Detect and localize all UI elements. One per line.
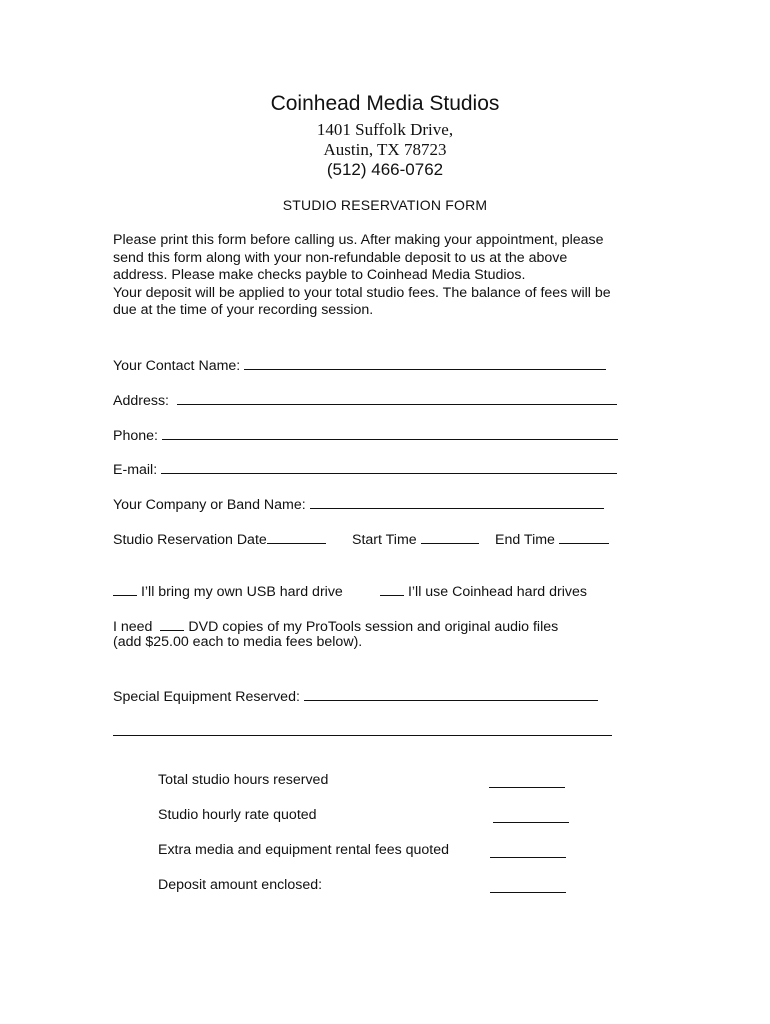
intro-line: due at the time of your recording session.	[113, 302, 374, 318]
phone-label: Phone:	[113, 428, 158, 444]
hours-blank[interactable]	[489, 772, 565, 788]
dvd-suffix: DVD copies of my ProTools session and original audio files	[188, 619, 559, 635]
email-row	[113, 459, 617, 478]
intro-line: Your deposit will be applied to your total studio fees. The balance of fees will be	[113, 284, 611, 301]
intro-line: address. Please make checks payble to Coinhead Media Studios.	[113, 267, 526, 283]
address-row	[113, 390, 617, 409]
intro-paragraph	[113, 232, 673, 320]
dvd-count-blank[interactable]	[160, 616, 184, 631]
rate-label: Studio hourly rate quoted	[158, 807, 317, 823]
coinhead-drive-label: I’ll use Coinhead hard drives	[407, 584, 587, 600]
contact-name-blank[interactable]	[244, 355, 606, 370]
studio-name: Coinhead Media Studios	[270, 92, 500, 115]
phone-blank[interactable]	[162, 425, 618, 440]
deposit-blank[interactable]	[490, 877, 566, 893]
form-title: STUDIO RESERVATION FORM	[282, 197, 488, 213]
own-usb-blank[interactable]	[113, 581, 137, 596]
special-equipment-row	[113, 686, 598, 705]
own-usb-option	[113, 581, 343, 600]
email-label: E-mail:	[113, 462, 158, 478]
coinhead-drive-blank[interactable]	[380, 581, 404, 596]
end-time-label: End Time	[495, 532, 555, 548]
deposit-label: Deposit amount enclosed:	[158, 877, 323, 893]
company-row	[113, 494, 604, 513]
start-time-blank[interactable]	[421, 529, 479, 544]
start-time-label: Start Time	[352, 532, 417, 548]
hours-label: Total studio hours reserved	[158, 772, 329, 788]
contact-name-label: Your Contact Name:	[113, 358, 241, 374]
email-blank[interactable]	[161, 459, 617, 474]
address-line-2: Austin, TX 78723	[323, 140, 447, 159]
end-time-blank[interactable]	[559, 529, 609, 544]
rate-blank[interactable]	[493, 807, 569, 823]
contact-name-row	[113, 355, 606, 374]
end-time-row	[495, 529, 609, 548]
special-equipment-label: Special Equipment Reserved:	[113, 689, 300, 705]
special-equipment-blank[interactable]	[304, 686, 598, 701]
phone-row	[113, 425, 618, 444]
dvd-copies-row	[113, 616, 558, 635]
dvd-prefix: I need	[113, 619, 153, 635]
company-label: Your Company or Band Name:	[113, 497, 306, 513]
company-blank[interactable]	[310, 494, 604, 509]
reservation-date-label: Studio Reservation Date	[113, 532, 267, 548]
intro-line: Please print this form before calling us. After making your appointment, please	[113, 232, 604, 248]
dvd-note: (add $25.00 each to media fees below).	[113, 634, 363, 650]
start-time-row	[352, 529, 479, 548]
reservation-date-blank[interactable]	[267, 529, 326, 544]
address-label: Address:	[113, 393, 169, 409]
special-equipment-blank-2[interactable]	[113, 721, 612, 736]
intro-line: send this form along with your non-refundable deposit to us at the above	[113, 249, 568, 266]
address-blank[interactable]	[177, 390, 617, 405]
own-usb-label: I’ll bring my own USB hard drive	[140, 584, 343, 600]
extra-fees-label: Extra media and equipment rental fees quoted	[158, 842, 450, 858]
coinhead-drive-option	[380, 581, 587, 600]
studio-phone: (512) 466-0762	[326, 160, 444, 179]
address-line-1: 1401 Suffolk Drive,	[316, 120, 454, 139]
extra-fees-blank[interactable]	[490, 842, 566, 858]
reservation-date-row	[113, 529, 326, 548]
